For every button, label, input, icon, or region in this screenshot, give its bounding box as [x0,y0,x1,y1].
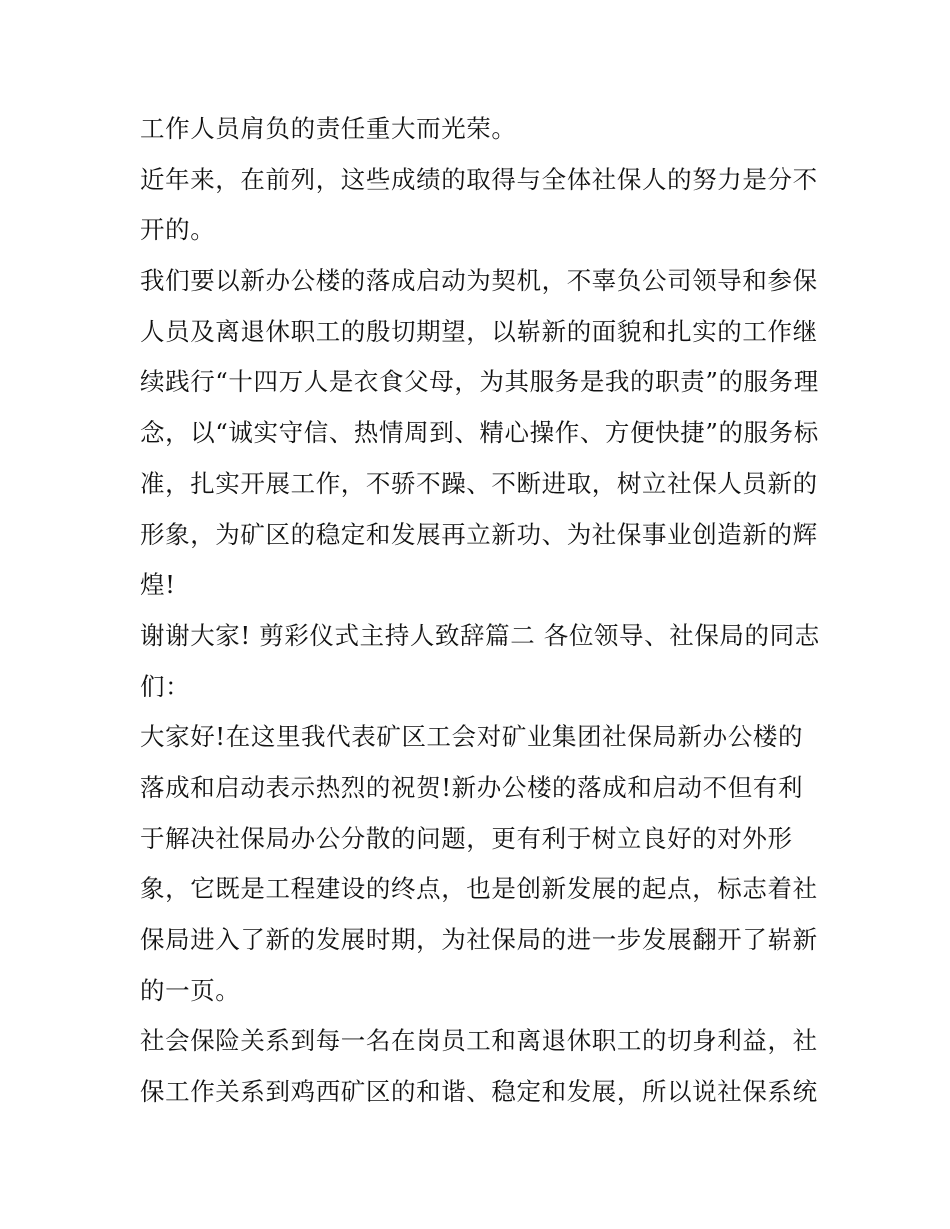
text-line: 社会保险关系到每一名在岗员工和离退休职工的切身利益，社 [140,1026,818,1056]
text-line: 开的。 [140,215,216,245]
body-text [140,104,820,1118]
text-line: 念，以“诚实守信、热情周到、精心操作、方便快捷”的服务标 [140,418,819,448]
text-line: 准，扎实开展工作，不骄不躁、不断进取，树立社保人员新的 [140,468,818,498]
text-line: 工作人员肩负的责任重大而光荣。 [140,114,517,143]
text-line: 煌! [140,570,176,600]
text-line: 人员及离退休职工的殷切期望，以崭新的面貌和扎实的工作继 [140,316,818,346]
text-line: 落成和启动表示热烈的祝贺!新办公楼的落成和启动不但有利 [140,772,804,802]
text-line: 续践行“十四万人是衣食父母，为其服务是我的职责”的服务理 [140,367,819,397]
text-line: 大家好!在这里我代表矿区工会对矿业集团社保局新办公楼的 [140,722,804,752]
text-line: 于解决社保局办公分散的问题，更有利于树立良好的对外形 [140,823,793,853]
text-line: 象，它既是工程建设的终点，也是创新发展的起点，标志着社 [140,874,818,904]
text-line: 保工作关系到鸡西矿区的和谐、稳定和发展，所以说社保系统 [140,1077,818,1107]
text-line: 保局进入了新的发展时期，为社保局的进一步发展翻开了崭新 [140,925,818,954]
text-line: 的一页。 [140,975,241,1005]
text-line: 近年来，在前列，这些成绩的取得与全体社保人的努力是分不 [140,164,818,194]
text-line: 谢谢大家! 剪彩仪式主持人致辞篇二 各位领导、社保局的同志 [140,620,820,650]
text-line: 我们要以新办公楼的落成启动为契机，不辜负公司领导和参保 [140,266,818,296]
text-line: 形象，为矿区的稳定和发展再立新功、为社保事业创造新的辉 [140,519,818,549]
text-line: 们： [140,671,191,701]
